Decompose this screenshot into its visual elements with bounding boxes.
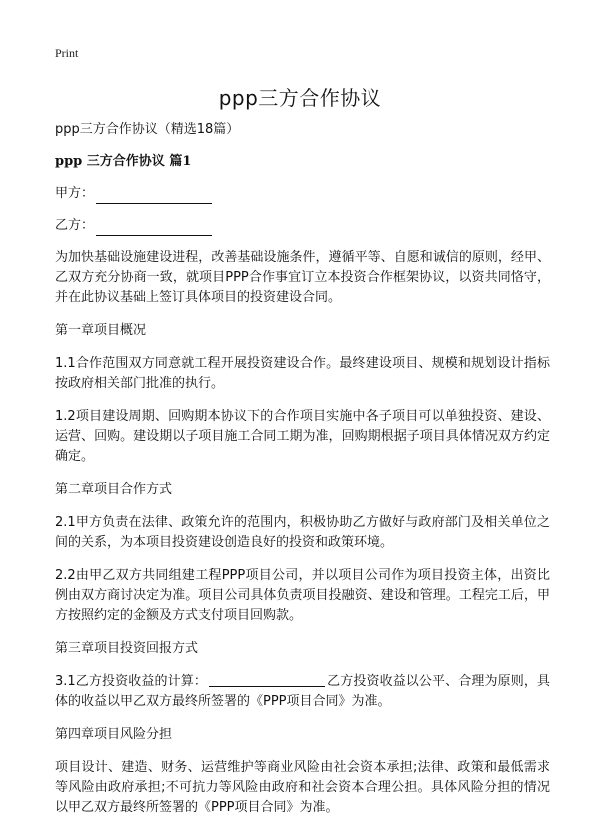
party-a-label: 甲方： (55, 186, 95, 201)
chapter-3-title: 第三章项目投资回报方式 (55, 641, 199, 656)
chapter-1-para-1: 1.1合作范围双方同意就工程开展投资建设合作。最终建设项目、规模和规划设计指标按政府相关部门批准的执行。 (55, 356, 550, 391)
chapter-2-para-2: 2.2由甲乙双方共同组建工程PPP项目公司，并以项目公司作为项目投资主体，出资比例由双方商讨决定为准。项目公司具体负责项目投融资、建设和管理。工程完工后，甲方按照约定的金额及方式支付项目回购款。 (55, 568, 550, 623)
party-b-label: 乙方： (55, 218, 95, 233)
chapter-1-title: 第一章项目概况 (55, 323, 147, 338)
chapter-3-para-1-suffix: 乙方投资收益以公平、合理为原则，具体的收益以甲乙双方最终所签署的《PPP项目合同》为准。 (55, 674, 550, 709)
chapter-2-title: 第二章项目合作方式 (55, 482, 173, 497)
chapter-4-title: 第四章项目风险分担 (55, 727, 173, 742)
return-calc-blank-line (209, 672, 325, 687)
intro-paragraph: 为加快基础设施建设进程，改善基础设施条件，遵循平等、自愿和诚信的原则，经甲、乙双方充分协商一致，就项目PPP合作事宜订立本投资合作框架协议，以资共同恪守，并在此协议基础上签订具体项目的投资建设合同。 (55, 250, 550, 305)
chapter-3-para-1 (55, 672, 550, 712)
chapter-4-para-1: 项目设计、建造、财务、运营维护等商业风险由社会资本承担;法律、政策和最低需求等风险由政府承担;不可抗力等风险由政府和社会资本合理公担。具体风险分担的情况以甲乙双方最终所签署的《PPP项目合同》为准。 (55, 760, 550, 815)
document-subtitle: ppp三方合作协议（精选18篇） (55, 122, 240, 137)
print-link[interactable]: Print (55, 46, 79, 60)
chapter-3-para-1-prefix: 3.1乙方投资收益的计算： (55, 674, 207, 689)
document-title: ppp三方合作协议 (218, 86, 382, 110)
party-a-field (55, 184, 550, 204)
document-body (55, 120, 550, 831)
section-heading: ppp 三方合作协议 篇1 (55, 154, 192, 169)
party-b-blank-line (96, 219, 212, 236)
party-a-blank-line (96, 187, 212, 204)
chapter-1-para-2: 1.2项目建设周期、回购期本协议下的合作项目实施中各子项目可以单独投资、建设、运营、回购。建设期以子项目施工合同工期为准，回购期根据子项目具体情况双方约定确定。 (55, 409, 550, 464)
party-b-field (55, 216, 550, 236)
chapter-2-para-1: 2.1甲方负责在法律、政策允许的范围内，积极协助乙方做好与政府部门及相关单位之间的关系，为本项目投资建设创造良好的投资和政策环境。 (55, 515, 550, 550)
